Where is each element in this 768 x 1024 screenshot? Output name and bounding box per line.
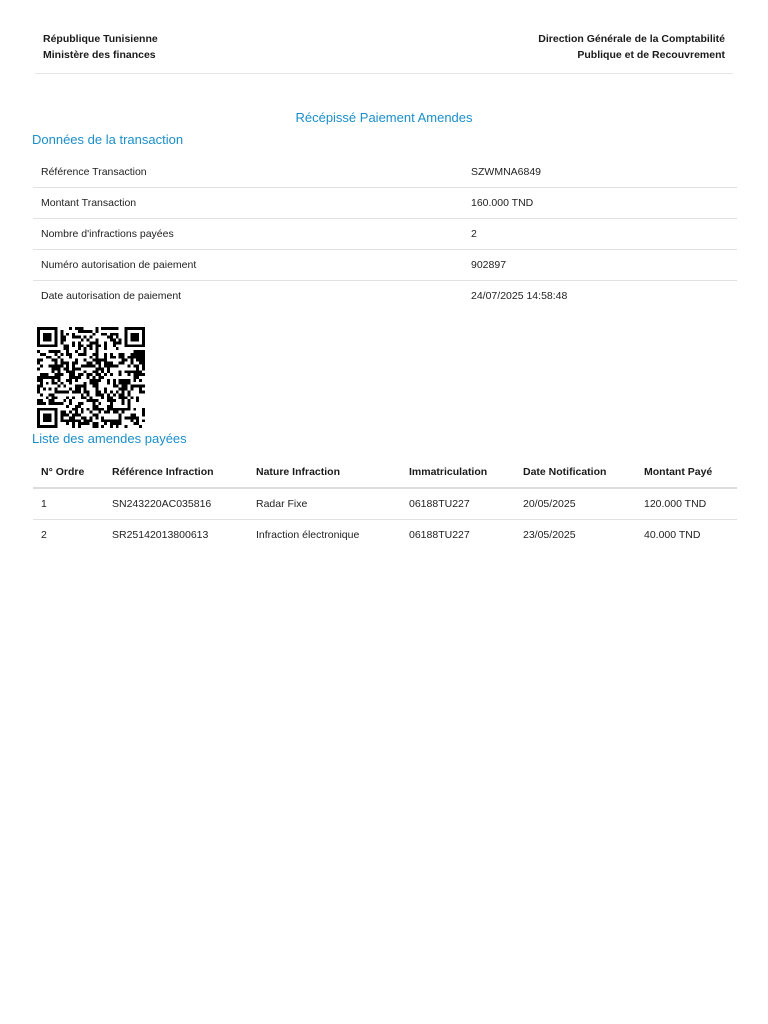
field-label: Nombre d'infractions payées: [33, 219, 463, 250]
column-header: Référence Infraction: [104, 457, 248, 488]
field-label: Référence Transaction: [33, 157, 463, 188]
amount-cell: 120.000 TND: [636, 488, 737, 520]
issuer-block: [43, 31, 158, 63]
column-header: Date Notification: [515, 457, 636, 488]
order-cell: 1: [33, 488, 104, 520]
field-value: SZWMNA6849: [463, 157, 737, 188]
nature-cell: Infraction électronique: [256, 529, 360, 541]
header-divider: [35, 73, 733, 74]
order-cell: 2: [41, 529, 47, 541]
field-label: Montant Transaction: [33, 188, 463, 219]
table-row: [33, 157, 737, 188]
document-header: [43, 31, 725, 63]
column-header: N° Ordre: [33, 457, 104, 488]
table-row: [33, 188, 737, 219]
direction-name-line1: Direction Générale de la Comptabilité: [538, 33, 725, 45]
reference-cell: SN243220AC035816: [104, 488, 248, 520]
date-cell: 20/05/2025: [515, 488, 636, 520]
fines-table: [33, 457, 737, 550]
amount-cell: 40.000 TND: [644, 529, 701, 541]
direction-block: [538, 31, 725, 63]
field-label: Numéro autorisation de paiement: [33, 250, 463, 281]
field-value: 24/07/2025 14:58:48: [471, 290, 568, 302]
reference-cell: SR25142013800613: [112, 529, 209, 541]
table-row: [33, 520, 737, 551]
column-header: Nature Infraction: [248, 457, 401, 488]
qr-code: [37, 327, 145, 428]
plate-cell: 06188TU227: [401, 488, 515, 520]
table-row: [33, 219, 737, 250]
field-value: 160.000 TND: [463, 188, 737, 219]
field-label: Date autorisation de paiement: [41, 290, 182, 302]
nature-cell: Radar Fixe: [248, 488, 401, 520]
table-row: [33, 488, 737, 520]
ministry-name: Ministère des finances: [43, 49, 156, 61]
direction-name-line2: Publique et de Recouvrement: [577, 49, 725, 61]
fines-section-title: Liste des amendes payées: [32, 431, 187, 446]
field-value: 902897: [463, 250, 737, 281]
column-header: Montant Payé: [636, 457, 737, 488]
table-row: [33, 250, 737, 281]
document-title: Récépissé Paiement Amendes: [295, 110, 473, 125]
plate-cell: 06188TU227: [409, 529, 470, 541]
table-header-row: [33, 457, 737, 488]
column-header: Immatriculation: [401, 457, 515, 488]
transaction-section-title: Données de la transaction: [32, 132, 184, 147]
field-value: 2: [463, 219, 737, 250]
transaction-table: [33, 157, 737, 311]
country-name: République Tunisienne: [43, 33, 158, 45]
date-cell: 23/05/2025: [523, 529, 576, 541]
table-row: [33, 281, 737, 312]
